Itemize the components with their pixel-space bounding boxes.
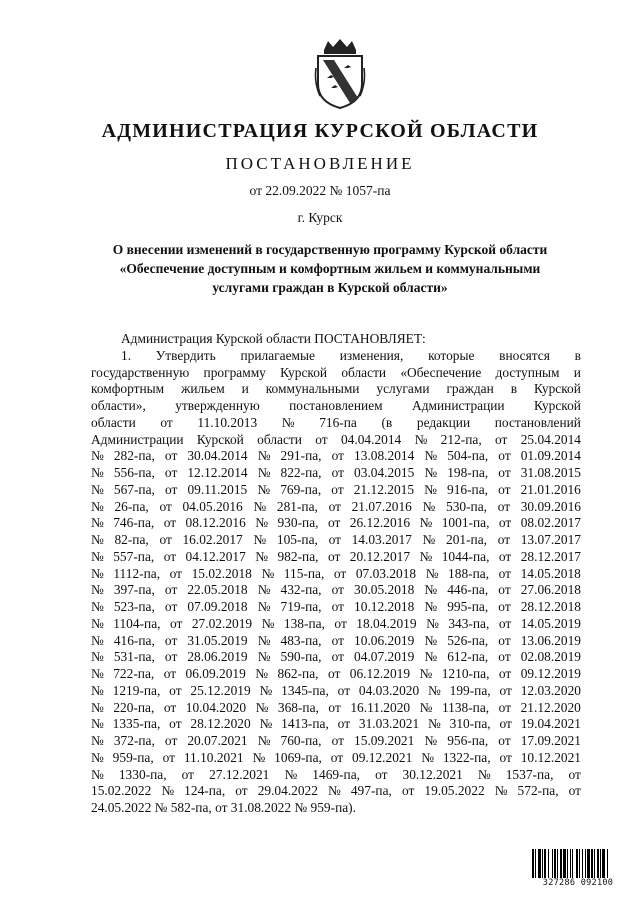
body-line: № 523-па, от 07.09.2018 № 719-па, от 10.12.2018 № 995-па, от 28.12.2018 (91, 599, 581, 614)
body-line: № 1330-па, от 27.12.2021 № 1469-па, от 30.12.2021 № 1537-па, от (91, 766, 581, 782)
body-line: 15.02.2022 № 124-па, от 29.04.2022 № 497-па, от 19.05.2022 № 572-па, от (91, 783, 581, 799)
body-line: № 1104-па, от 27.02.2019 № 138-па, от 18.04.2019 № 343-па, от 14.05.2019 (91, 615, 581, 631)
body-line: 1. Утвердить прилагаемые изменения, которые вносятся в (121, 347, 581, 363)
document-subject (80, 240, 580, 297)
body-line: № 220-па, от 10.04.2020 № 368-па, от 16.11.2020 № 1138-па, от 21.12.2020 (91, 699, 581, 715)
body-line: № 556-па, от 12.12.2014 № 822-па, от 03.04.2015 № 198-па, от 31.08.2015 (91, 465, 581, 480)
body-line: № 1112-па, от 15.02.2018 № 115-па, от 07.03.2018 № 188-па, от 14.05.2018 (91, 565, 581, 581)
body-line: № 1219-па, от 25.12.2019 № 1345-па, от 04.03.2020 № 199-па, от 12.03.2020 (91, 682, 581, 698)
body-line: области», утвержденную постановлением Администрации Курской (91, 398, 581, 413)
body-line: комфортным жильем и коммунальными услугами граждан в Курской (91, 381, 581, 397)
intro-line: Администрация Курской области ПОСТАНОВЛЯЕТ: (121, 331, 426, 346)
coat-of-arms-icon (314, 38, 366, 110)
subject-line: «Обеспечение доступным и комфортным жильем и коммунальными (119, 261, 541, 276)
body-line: № 746-па, от 08.12.2016 № 930-па, от 26.12.2016 № 1001-па, от 08.02.2017 (91, 515, 581, 531)
body-line: № 282-па, от 30.04.2014 № 291-па, от 13.08.2014 № 504-па, от 01.09.2014 (91, 448, 581, 464)
body-line: № 26-па, от 04.05.2016 № 281-па, от 21.07.2016 № 530-па, от 30.09.2016 (91, 498, 581, 514)
body-line: Администрации Курской области от 04.04.2014 № 212-па, от 25.04.2014 (91, 431, 581, 447)
body-line: № 567-па, от 09.11.2015 № 769-па, от 21.12.2015 № 916-па, от 21.01.2016 (91, 481, 581, 497)
body-line: области от 11.10.2013 № 716-па (в редакции постановлений (91, 414, 581, 430)
body-line: № 372-па, от 20.07.2021 № 760-па, от 15.09.2021 № 956-па, от 17.09.2021 (91, 733, 581, 748)
body-line: № 722-па, от 06.09.2019 № 862-па, от 06.12.2019 № 1210-па, от 09.12.2019 (91, 666, 581, 681)
body-line: № 531-па, от 28.06.2019 № 590-па, от 04.07.2019 № 612-па, от 02.08.2019 (91, 649, 581, 665)
body-line: № 82-па, от 16.02.2017 № 105-па, от 14.03.2017 № 201-па, от 13.07.2017 (91, 532, 581, 547)
document-city: г. Курск (297, 210, 343, 225)
body-line: № 959-па, от 11.10.2021 № 1069-па, от 09.12.2021 № 1322-па, от 10.12.2021 (91, 749, 581, 765)
body-line: государственную программу Курской области «Обеспечение доступным и (91, 364, 581, 380)
barcode-number: 327286 092100 (528, 878, 628, 888)
body-line: 24.05.2022 № 582-па, от 31.08.2022 № 959-па). (91, 800, 356, 815)
subject-line: услугами граждан в Курской области» (212, 280, 448, 295)
body-line: № 1335-па, от 28.12.2020 № 1413-па, от 31.03.2021 № 310-па, от 19.04.2021 (91, 716, 581, 732)
body-line: № 557-па, от 04.12.2017 № 982-па, от 20.12.2017 № 1044-па, от 28.12.2017 (91, 548, 581, 564)
body-line: № 397-па, от 22.05.2018 № 432-па, от 30.05.2018 № 446-па, от 27.06.2018 (91, 582, 581, 598)
document-type: ПОСТАНОВЛЕНИЕ (225, 154, 415, 173)
paragraph-1 (91, 348, 581, 817)
subject-line: О внесении изменений в государственную программу Курской области (112, 242, 548, 257)
body-line: № 416-па, от 31.05.2019 № 483-па, от 10.06.2019 № 526-па, от 13.06.2019 (91, 632, 581, 648)
organization-name: АДМИНИСТРАЦИЯ КУРСКОЙ ОБЛАСТИ (101, 120, 539, 142)
document-date-number: от 22.09.2022 № 1057-па (249, 183, 391, 198)
document-body (91, 331, 581, 817)
